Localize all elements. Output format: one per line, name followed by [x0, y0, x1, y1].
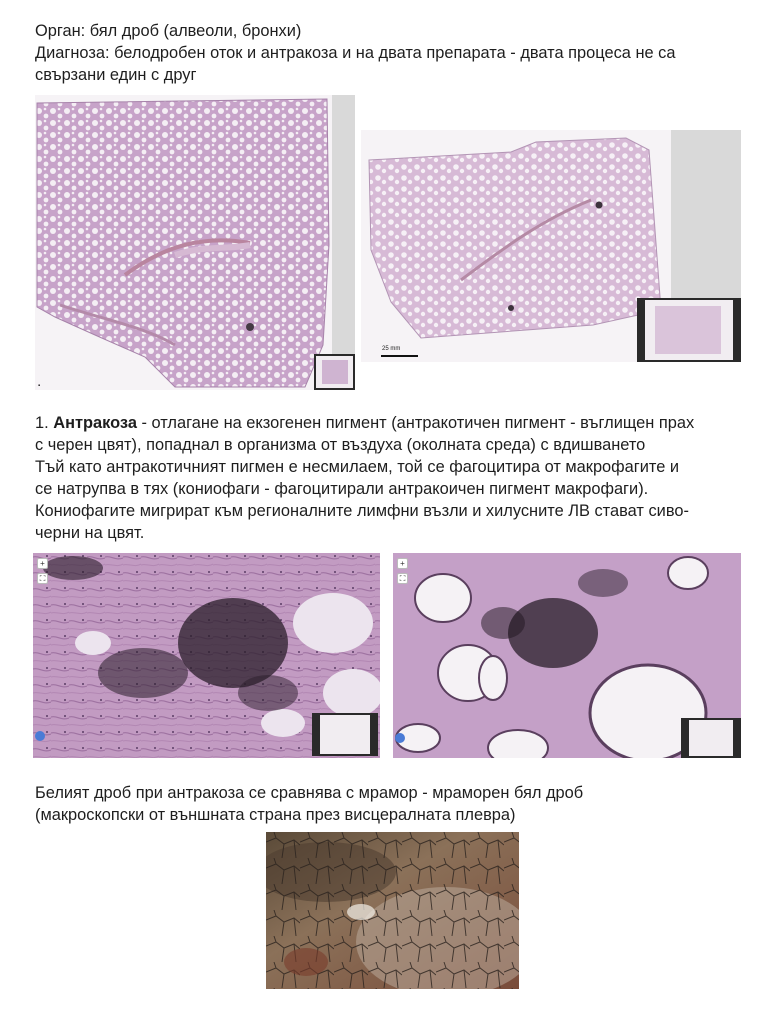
fit-view-button[interactable]: ⛶ — [37, 573, 48, 584]
micrograph-right-thumbnail[interactable] — [681, 718, 741, 758]
marble-lung-photo — [266, 832, 519, 989]
zoom-in-button[interactable]: + — [397, 558, 408, 569]
scale-bar — [381, 355, 418, 357]
overview-thumbnail-left[interactable] — [314, 354, 355, 390]
marble-line-2: (макроскопски от външната страна през висцералната плевра) — [35, 806, 516, 824]
marble-lung-surface — [266, 832, 519, 989]
anthracosis-line-3: Тъй като антракотичният пигмен е несмилаем, той се фагоцитира от макрофагите и — [35, 458, 680, 476]
overview-thumbnail-right[interactable] — [637, 298, 741, 362]
anthracosis-line-5: Кониофагите мигрират към регионалните лимфни възли и хилусните ЛВ стават сиво- — [35, 502, 689, 520]
anthracosis-line-2: с черен цвят), попаднал в организма от въздуха (околната среда) с вдишването — [35, 436, 646, 454]
anthracosis-definition: - отлагане на екзогенен пигмент (антракотичен пигмент - въглищен прах — [136, 414, 695, 432]
lung-tissue-section-left — [35, 95, 355, 390]
marble-line-1: Белият дроб при антракоза се сравнява с мрамор - мраморен бял дроб — [35, 784, 584, 802]
diagnosis-line-1: Диагноза: белодробен оток и антракоза и на двата препарата - двата процеса не са — [35, 44, 676, 62]
anthracosis-number: 1. — [35, 414, 54, 432]
annotation-pin-icon[interactable] — [395, 733, 405, 743]
annotation-pin-icon[interactable] — [35, 731, 45, 741]
fit-view-button[interactable]: ⛶ — [397, 573, 408, 584]
diagnosis-line-2: свързани един с друг — [35, 66, 197, 84]
whole-slide-image-right — [361, 130, 741, 362]
zoom-in-button[interactable]: + — [37, 558, 48, 569]
micrograph-right — [393, 553, 741, 758]
whole-slide-image-left — [35, 95, 355, 390]
slide-label-mark: ▪ — [38, 383, 41, 389]
anthracosis-term: Антракоза — [53, 414, 137, 432]
organ-line: Орган: бял дроб (алвеоли, бронхи) — [35, 22, 302, 40]
scale-bar-label: 25 mm — [382, 346, 401, 352]
anthracosis-line-4: се натрупва в тях (кониофаги - фагоцитирали антракоичен пигмент макрофаги). — [35, 480, 649, 498]
anthracosis-line-1 — [35, 412, 694, 434]
micrograph-left-thumbnail[interactable] — [312, 713, 378, 756]
micrograph-left — [33, 553, 380, 758]
anthracosis-line-6: черни на цвят. — [35, 524, 145, 542]
